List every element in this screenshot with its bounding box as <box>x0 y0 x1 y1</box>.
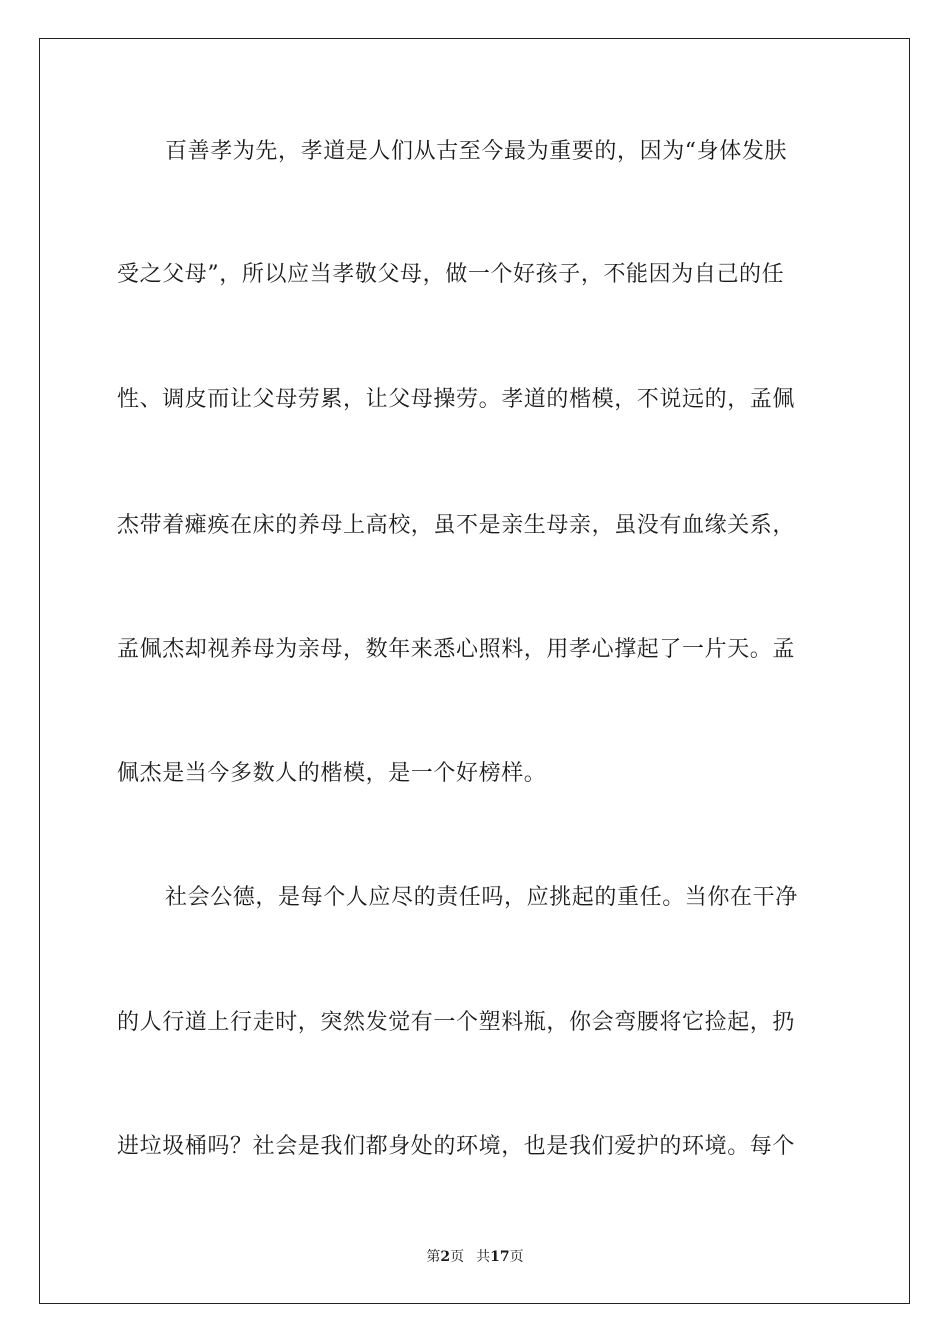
page-border <box>39 38 910 1304</box>
paragraph-line: 受之父母”，所以应当孝敬父母，做一个好孩子，不能因为自己的任 <box>117 262 785 287</box>
total-suffix: 页 <box>509 1249 524 1265</box>
page-suffix: 页 <box>450 1249 465 1265</box>
total-pages: 17 <box>490 1249 510 1265</box>
paragraph-line: 百善孝为先，孝道是人们从古至今最为重要的，因为“身体发肤 <box>165 139 788 164</box>
paragraph-line: 孟佩杰却视养母为亲母，数年来悉心照料，用孝心撑起了一片天。孟 <box>117 637 796 662</box>
page-number: 2 <box>440 1249 451 1265</box>
total-prefix: 共 <box>476 1249 491 1265</box>
page-prefix: 第 <box>426 1249 441 1265</box>
paragraph-line: 杰带着瘫痪在床的养母上高校，虽不是亲生母亲，虽没有血缘关系， <box>117 513 796 538</box>
paragraph-line: 佩杰是当今多数人的楷模，是一个好榜样。 <box>117 761 547 786</box>
paragraph-line: 的人行道上行走时，突然发觉有一个塑料瓶，你会弯腰将它捡起，扔 <box>117 1010 796 1035</box>
paragraph-line: 社会公德，是每个人应尽的责任吗，应挑起的重任。当你在干净 <box>165 885 798 910</box>
paragraph-line: 进垃圾桶吗？社会是我们都身处的环境，也是我们爱护的环境。每个 <box>117 1134 796 1159</box>
paragraph-line: 性、调皮而让父母劳累，让父母操劳。孝道的楷模，不说远的，孟佩 <box>117 387 796 412</box>
page-footer <box>0 1246 950 1266</box>
